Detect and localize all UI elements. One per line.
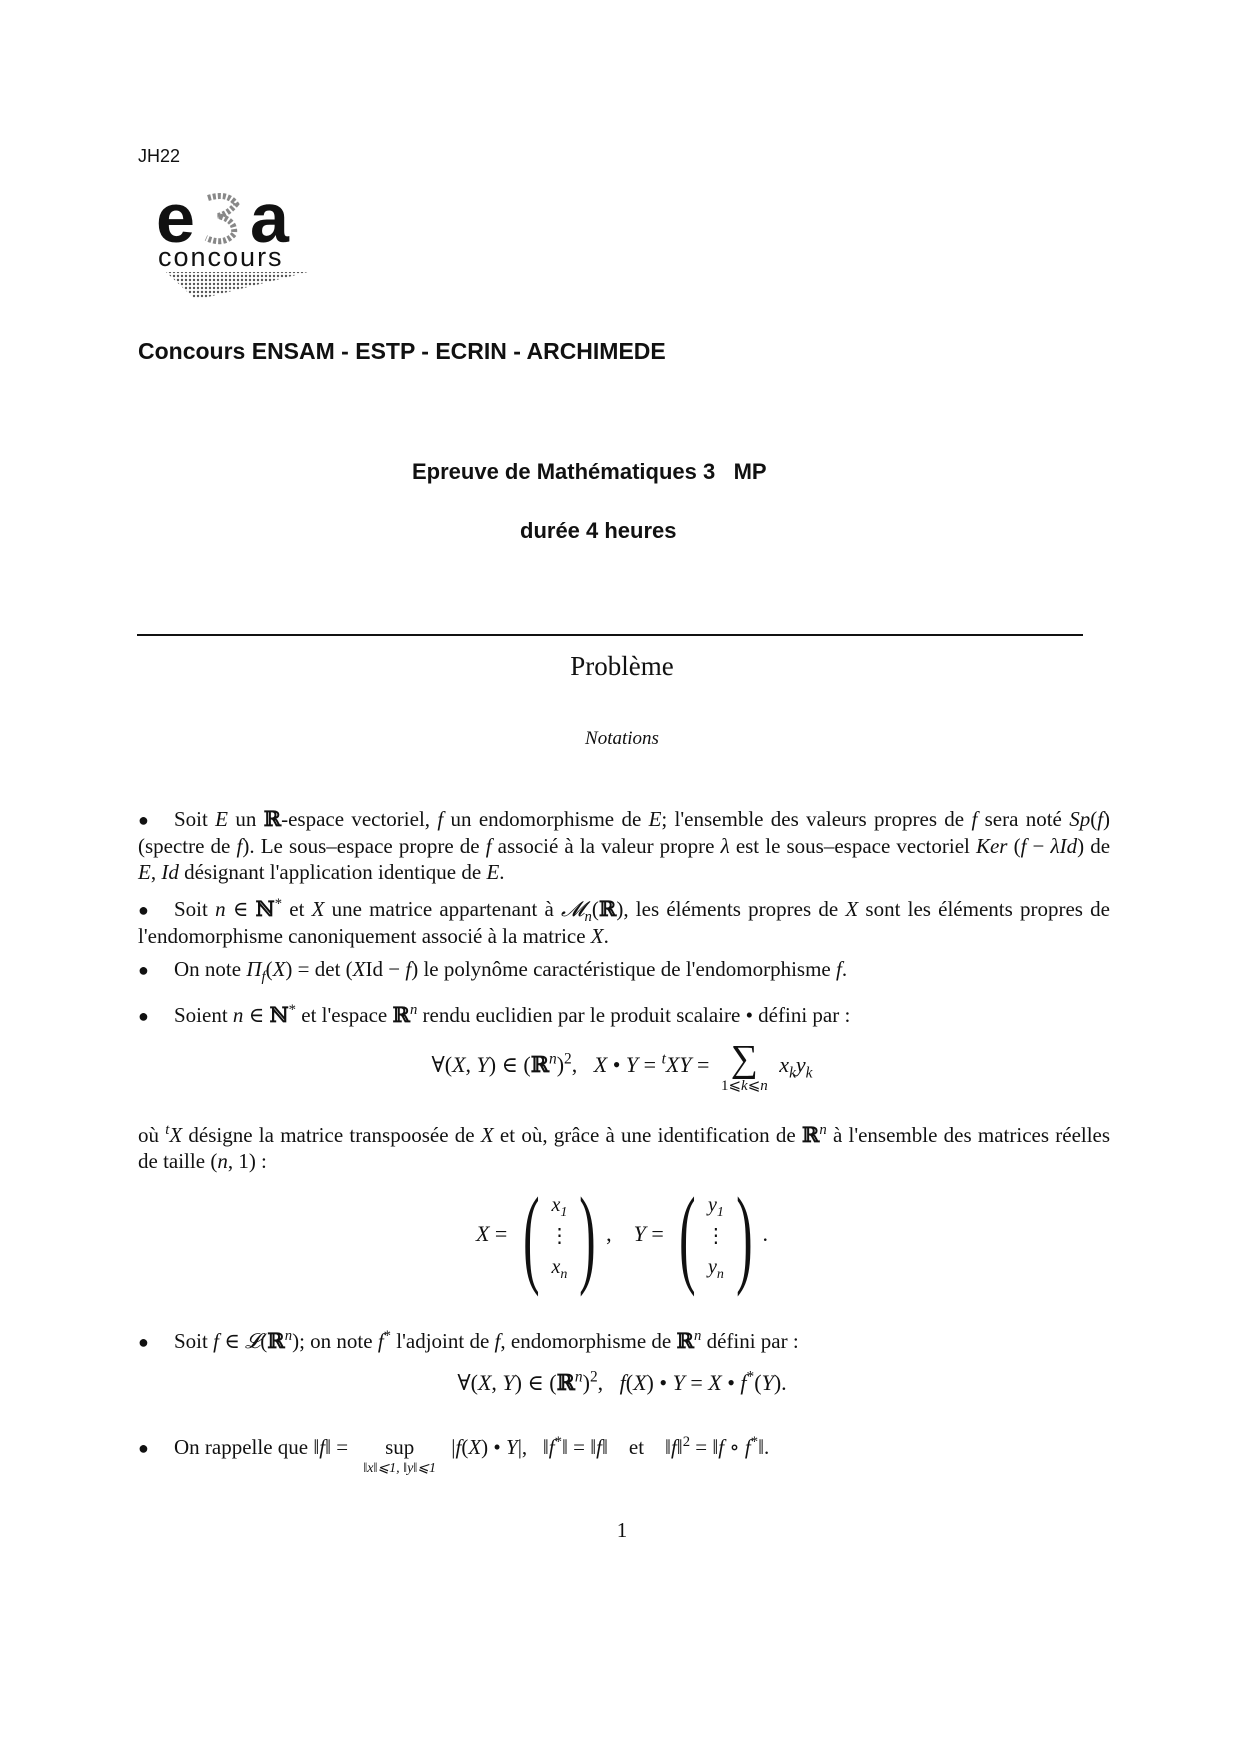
column-vectors-formula: X = ( $x_1$ ⋮ $x_n$ ) , Y = ( $y_1$ ⋮ $y_n$ ) . [475, 1175, 769, 1297]
exam-duration: durée 4 heures [520, 518, 677, 543]
section-title: Problème [570, 651, 674, 681]
bullet-icon: ● [138, 1006, 149, 1026]
exam-title [412, 459, 767, 485]
notation-norm-paragraph: ● On rappelle que ‖f‖ = sup ‖x‖⩽1, ‖y‖⩽1 |f(X) • Y|, ‖f*‖ = ‖f‖ et ‖f‖$^2$ = ‖f ∘ f*‖. [138, 1434, 770, 1476]
bullet-icon: ● [138, 1438, 149, 1458]
exam-track: MP [733, 459, 767, 484]
svg-text:a: a [250, 179, 289, 257]
notation-adjoint-paragraph: ● Soit f ∈ 𝓛(ℝ$^n$); on note f* l'adjoint de f, endomorphisme de ℝ$^n$ défini par : [138, 1328, 799, 1353]
scalar-product-formula: ∀(X, Y) ∈ (ℝ$^n$)$^2$, X • Y = $^t$XY = ∑ 1⩽k⩽n $x_ky_k$ [431, 1038, 813, 1094]
document-code: JH22 [138, 146, 181, 166]
contest-title: Concours ENSAM - ESTP - ECRIN - ARCHIMEDE [138, 338, 666, 364]
notation-matrix-paragraph: ● Soit n ∈ ℕ* et X une matrice appartenant à 𝓜$_n$(ℝ), les éléments propres de X sont les éléments propres de l'endomorphisme canoniquement associé à la matrice X. [138, 896, 1110, 948]
notation-eigen-paragraph: ● Soit E un ℝ-espace vectoriel, f un endomorphisme de E; l'ensemble des valeurs propres de f sera noté Sp(f) (spectre de f). Le sous–espace propre de f associé à la valeur propre λ est le sous–espace vectoriel Ker (f − λId) de E, Id désignant l'application identique de E. [138, 806, 1111, 884]
svg-text:e: e [156, 179, 195, 257]
page-number: 1 [616, 1518, 628, 1542]
bullet-icon: ● [138, 960, 149, 980]
svg-text:concours: concours [158, 242, 284, 272]
notation-scalar-product-paragraph: ● Soient n ∈ ℕ* et l'espace ℝ$^n$ rendu euclidien par le produit scalaire • défini par : [138, 1002, 851, 1027]
notation-charpoly-paragraph: ● On note $\Pi_f(X) = \det (XId - f)$ le polynôme caractéristique de l'endomorphisme f. [138, 957, 848, 986]
bullet-icon: ● [138, 900, 149, 920]
horizontal-rule [137, 634, 1083, 636]
notation-transpose-paragraph: où $^t$X désigne la matrice transpoosée de X et où, grâce à une identification de ℝ$^n$ à l'ensemble des matrices réelles de taille (n, 1) : [138, 1122, 1111, 1173]
adjoint-formula: ∀(X, Y) ∈ (ℝ$^n$)$^2$, f(X) • Y = X • f*(Y). [457, 1368, 787, 1396]
subsection-title: Notations [585, 728, 659, 749]
e3a-logo [156, 178, 326, 298]
bullet-icon: ● [138, 810, 149, 830]
exam-name: Epreuve de Mathématiques 3 [412, 459, 716, 484]
bullet-icon: ● [138, 1332, 149, 1352]
